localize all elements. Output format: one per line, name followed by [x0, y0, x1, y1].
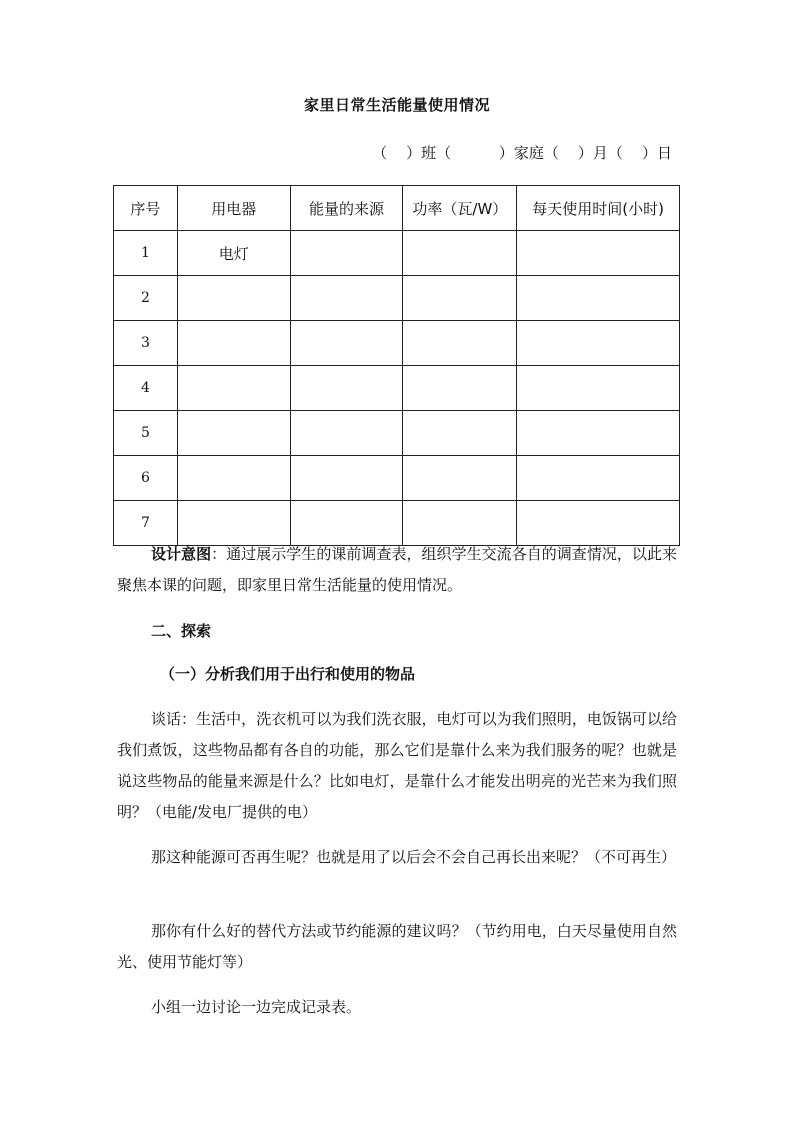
header-appliance: 用电器 — [177, 186, 290, 231]
design-intent-label: 设计意图 — [151, 545, 212, 563]
cell-appliance — [177, 411, 290, 456]
cell-index: 2 — [114, 276, 178, 321]
cell-energy-source — [290, 366, 403, 411]
table-row — [114, 276, 680, 321]
document-title: 家里日常生活能量使用情况 — [303, 96, 490, 114]
table-header-row — [114, 186, 680, 231]
cell-energy-source — [290, 321, 403, 366]
cell-daily-hours — [517, 231, 680, 276]
table-row — [114, 366, 680, 411]
cell-appliance — [177, 321, 290, 366]
subsection-heading: （一）分析我们用于出行和使用的物品 — [160, 665, 416, 683]
header-index: 序号 — [114, 186, 178, 231]
cell-appliance: 电灯 — [177, 231, 290, 276]
cell-daily-hours — [517, 321, 680, 366]
cell-power — [403, 231, 517, 276]
header-energy-source: 能量的来源 — [290, 186, 403, 231]
cell-energy-source — [290, 231, 403, 276]
cell-index: 3 — [114, 321, 178, 366]
cell-appliance — [177, 276, 290, 321]
saving-suggestion-paragraph: 那你有什么好的替代方法或节约能源的建议吗？（节约用电，白天尽量使用自然光、使用节能灯等） — [117, 922, 677, 971]
cell-energy-source — [290, 411, 403, 456]
cell-appliance — [177, 456, 290, 501]
cell-index: 7 — [114, 501, 178, 546]
renewable-question-paragraph: 那这种能源可否再生呢？也就是用了以后会不会自己再长出来呢？（不可再生） — [151, 848, 677, 866]
cell-index: 1 — [114, 231, 178, 276]
cell-index: 6 — [114, 456, 178, 501]
section-heading-explore: 二、探索 — [151, 622, 212, 640]
table-row — [114, 411, 680, 456]
cell-appliance — [177, 366, 290, 411]
cell-index: 4 — [114, 366, 178, 411]
cell-daily-hours — [517, 366, 680, 411]
energy-usage-table — [113, 185, 680, 546]
cell-power — [403, 456, 517, 501]
cell-index: 5 — [114, 411, 178, 456]
cell-power — [403, 411, 517, 456]
cell-daily-hours — [517, 456, 680, 501]
design-intent-text: ：通过展示学生的课前调查表，组织学生交流各自的调查情况，以此来聚焦本课的问题，即家里日常生活能量的使用情况。 — [117, 545, 677, 594]
cell-power — [403, 276, 517, 321]
table-row — [114, 231, 680, 276]
design-intent-paragraph — [117, 539, 677, 601]
table-row — [114, 321, 680, 366]
cell-energy-source — [290, 456, 403, 501]
header-daily-hours: 每天使用时间(小时) — [517, 186, 680, 231]
table-row — [114, 456, 680, 501]
cell-power — [403, 366, 517, 411]
cell-daily-hours — [517, 411, 680, 456]
class-family-date-line: （ ）班（ ）家庭（ ）月（ ）日 — [372, 144, 672, 162]
cell-energy-source — [290, 276, 403, 321]
cell-daily-hours — [517, 276, 680, 321]
cell-power — [403, 321, 517, 366]
dialogue-paragraph: 谈话：生活中，洗衣机可以为我们洗衣服，电灯可以为我们照明，电饭锅可以给我们煮饭，这些物品都有各自的功能，那么它们是靠什么来为我们服务的呢？也就是说这些物品的能量来源是什么？比如电灯，是靠什么才能发出明亮的光芒来为我们照明？（电能/发电厂提供的电） — [117, 710, 677, 821]
group-task-paragraph: 小组一边讨论一边完成记录表。 — [151, 998, 362, 1016]
header-power: 功率（瓦/W） — [403, 186, 517, 231]
